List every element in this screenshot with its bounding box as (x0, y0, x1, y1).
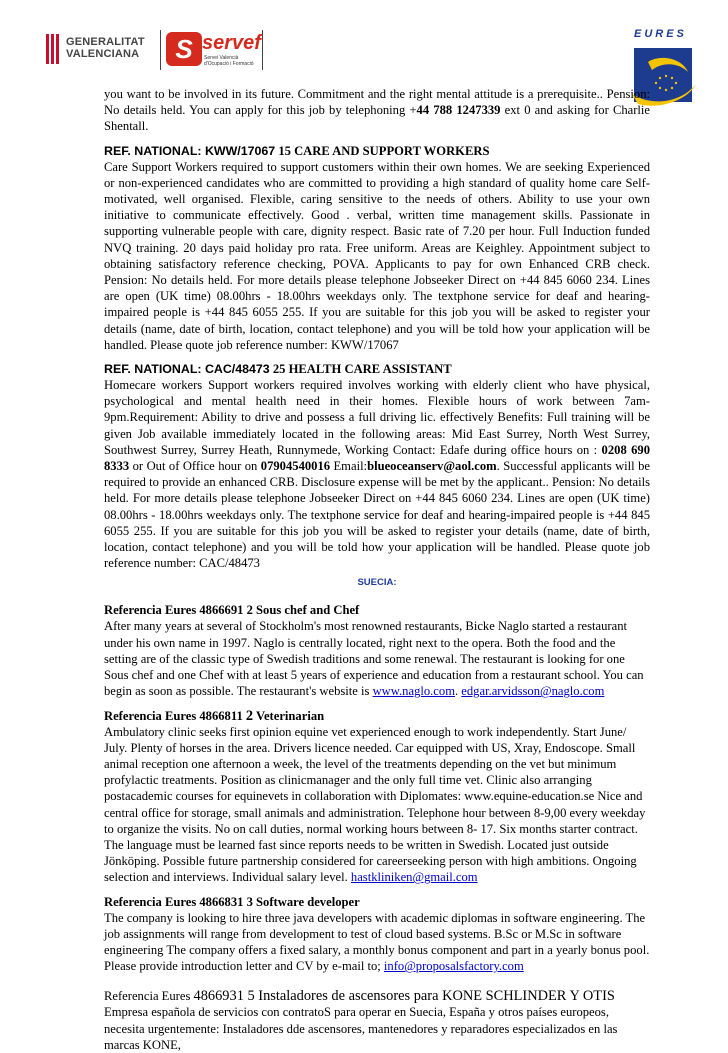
ref-heading-cac48473: REF. NATIONAL: CAC/48473 25 HEALTH CARE ASSISTANT (104, 362, 452, 377)
intro-paragraph: you want to be involved in its future. Commitment and the right mental attitude is a prerequisite.. Pension: No details held. You can apply for this job by telephoning +44 788 1247339 ext 0 and asking for Charlie Shentall. (104, 87, 651, 134)
servef-logo (166, 30, 262, 72)
eures-body-4866831: The company is looking to hire three java developers with academic diplomas in software engineering. The job assignments will range from development to test of cloud based systems. B.Sc or M.Sc in software engineering The company offers a fixed salary, a monthly bonus component and part in a yearly bonus pool. Please provide introduction letter and CV by e-mail to; info@proposalsfactory.com (104, 910, 650, 974)
page-header (0, 0, 728, 100)
country-heading-suecia: SUECIA: (357, 577, 397, 589)
eures-word: EURES (634, 28, 687, 40)
ref-body-cac48473: Homecare workers Support workers required involves working with elderly client who have physical, psychological and mental health need in their homes. Flexible hours of work between 7am-9pm.Requirement: Ability to drive and possess a full driving lic. effectively Benefits: Full training will be given Job available immediately located in the following areas: Mid East Surrey, North West Surrey, Southwest Surrey, Surrey Heath, Runnymede, Working Contact: Edafe during office hours on : 0208 690 8333 or Out of Office hour on 07904540016 Email:blueoceanserv@aol.com. Successful applicants will be required to provide an enhanced CRB. Disclosure expense will be met by the applicant.. Pension: No details held. For more details please telephone Jobseeker Direct on +44 845 6060 234. Lines are open (UK time) 08.00hrs - 18.00hrs weekdays only. The textphone service for deaf and hearing-impaired people is +44 845 6055 255. If you are suitable for this job you will be asked to register your details (name, date of birth, location, contact telephone) and you will be told how your application will be handled. Please quote job reference number: CAC/48473 (104, 378, 650, 571)
naglo-website-link[interactable]: www.naglo.com (372, 684, 455, 699)
coat-of-arms-icon (46, 34, 60, 64)
eures-heading-4866931: Referencia Eures 4866931 5 Instaladores de ascensores para KONE SCHLINDER Y OTIS (104, 988, 615, 1005)
eures-body-4866811: Ambulatory clinic seeks first opinion equine vet experienced enough to work independently. Start June/ July. Plenty of horses in the area. Drivers licence needed. Car equipped with US, Xray, Endoscope. Small animal reception one afternoon a week, the level of the treatments depending on the vet but minimum profylactic treatments. Position as clinicmanager and the only full time vet. Clinic also arranging postacademic courses for equinevets in collaboration with Diplomates: www.equine-education.se Nice and central office for storage, small animals and administration. Telephone hour between 8-9,00 every weekday to organize the visits. No on call duties, normal working hours between 8- 17. Six months starter contract. The language must be learned fast since reports needs to be written in Swedish. Located just outside Jönköping. Possible future partnership considered for careerseeking person with high ambitions. Ongoing selection and interviews. Individual salary level. hastkliniken@gmail.com (104, 724, 646, 885)
eures-body-4866691: After many years at several of Stockholm's most renowned restaurants, Bicke Naglo started a restaurant under his own name in 1997. Naglo is centrally located, right next to the opera. Both the food and the setting are of the classic type of Swedish traditions and some renewal. The restaurant is looking for one Sous chef and one Chef with at least 5 years of experience and education from a restaurant school. You can begin as soon as possible. The restaurant's website is www.naglo.com. edgar.arvidsson@naglo.com (104, 619, 644, 699)
phone-out-of-office: 07904540016 (260, 459, 331, 474)
naglo-email-link[interactable]: edgar.arvidsson@naglo.com (461, 684, 605, 699)
proposalsfactory-email-link[interactable]: info@proposalsfactory.com (383, 959, 524, 974)
header-divider (160, 30, 161, 70)
eures-heading-4866831: Referencia Eures 4866831 3 Software developer (104, 894, 360, 909)
generalitat-line2: VALENCIANA (66, 48, 140, 60)
header-divider (262, 30, 263, 70)
contact-email: blueoceanserv@aol.com (367, 459, 497, 474)
eures-heading-4866691: Referencia Eures 4866691 2 Sous chef and Chef (104, 603, 360, 618)
ref-body-kww17067: Care Support Workers required to support customers within their own homes. We are seeking Experienced or non-experienced candidates who are committed to providing a high standard of quality home care Self-motivated, well organised. Flexible, caring sensitive to the needs of others. Ability to use your own initiative to communicate effectively. Good . verbal, written time management skills. Passionate in supporting vulnerable people with care, dignity respect. Basic rate of 7.20 per hour. Full Induction funded NVQ training. 20 days paid holiday pro rata. Free uniform. Areas are Keighley. Appointment subject to obtaining satisfactory reference checking, POVA. Applicants to pay for own Enhanced CRB check. Pension: No details held. For more details please telephone Jobseeker Direct on +44 845 6060 234. Lines are open (UK time) 08.00hrs - 18.00hrs weekdays only. The textphone service for deaf and hearing-impaired people is +44 845 6055 255. If you are suitable for this job you will be asked to register your details (name, date of birth, location, contact telephone) and you will be told how your application will be handled. Please quote job reference number: KWW/17067 (104, 159, 650, 352)
hastkliniken-email-link[interactable]: hastkliniken@gmail.com (350, 870, 478, 885)
ref-heading-kww17067: REF. NATIONAL: KWW/17067 15 CARE AND SUPPORT WORKERS (104, 143, 490, 158)
document-body (104, 86, 650, 1053)
servef-s-icon: S (166, 32, 202, 66)
eures-heading-4866811: Referencia Eures 4866811 2 Veterinarian (104, 707, 325, 724)
servef-word: servef (202, 32, 261, 54)
phone-office: 0208 690 8333 (104, 442, 650, 474)
intro-phone: 44 788 1247339 (416, 103, 501, 118)
servef-subtitle: Servei Valencià d'Ocupació i Formació (204, 55, 254, 67)
generalitat-valenciana-logo (46, 30, 166, 70)
generalitat-line1: GENERALITAT (66, 36, 145, 48)
eures-body-4866931: Empresa española de servicios con contratoS para operar en Suecia, España y otros países europeos, necesita urgentemente: Instaladores dde ascensores, mantenedores y reparadores especializados en las marcas KONE, (104, 1005, 618, 1052)
